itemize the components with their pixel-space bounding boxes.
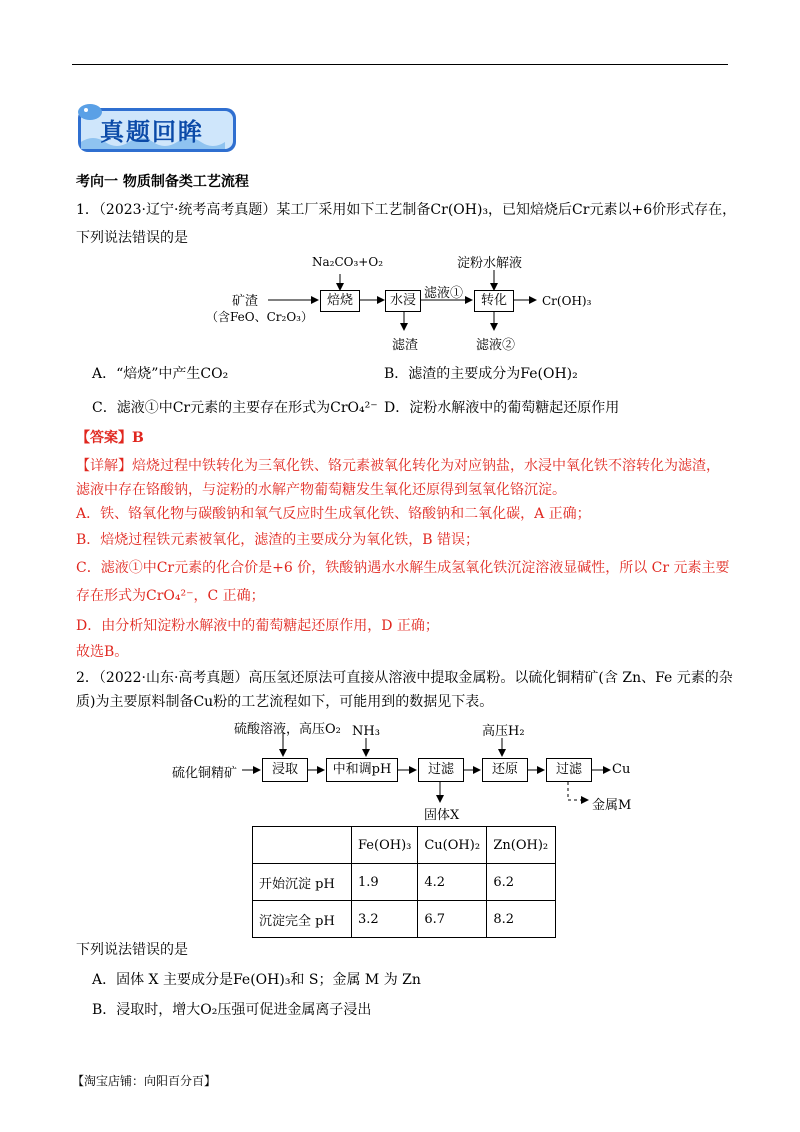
q1-residue: 滤渣: [392, 338, 419, 353]
q1-option-d: D．淀粉水解液中的葡萄糖起还原作用: [384, 400, 620, 416]
q1-answer: 【答案】B: [76, 430, 144, 446]
q1-reagent-starch: 淀粉水解液: [457, 256, 523, 271]
q2-option-b: B．浸取时，增大O₂压强可促进金属离子浸出: [92, 1002, 372, 1018]
q1-option-c: C．滤液①中Cr元素的主要存在形式为CrO₄²⁻: [92, 400, 378, 416]
q2-stem-question: 下列说法错误的是: [76, 942, 188, 958]
q2-box-filter1: 过滤: [418, 758, 464, 782]
q1-option-b: B．滤渣的主要成分为Fe(OH)₂: [384, 366, 578, 382]
q2-metal-m: 金属M: [592, 798, 632, 813]
table-header-cell: Fe(OH)₃: [352, 827, 418, 864]
q2-box-reduce: 还原: [482, 758, 528, 782]
table-cell: 6.7: [418, 901, 487, 938]
q1-box-roast: 焙烧: [320, 290, 360, 312]
q1-explanation-2: 滤液中存在铬酸钠，与淀粉的水解产物葡萄糖发生氧化还原得到氢氧化铬沉淀。: [76, 482, 566, 498]
footer-shop: 【淘宝店铺：向阳百分百】: [72, 1074, 217, 1088]
q1-filtrate2: 滤液②: [476, 338, 516, 353]
q2-stem-line2: 质)为主要原料制备Cu粉的工艺流程如下，可能用到的数据见下表。: [76, 694, 494, 710]
q2-box-neutralize: 中和调pH: [326, 758, 398, 782]
q2-product-cu: Cu: [612, 762, 631, 777]
q2-box-leach: 浸取: [262, 758, 308, 782]
table-header-row: [253, 827, 556, 864]
section-title: 考向一 物质制备类工艺流程: [76, 174, 249, 190]
table-cell: 6.2: [487, 864, 556, 901]
table-row: [253, 901, 556, 938]
table-cell: 4.2: [418, 864, 487, 901]
q1-stem-line2: 下列说法错误的是: [76, 230, 188, 246]
q2-reagent-h2: 高压H₂: [482, 724, 525, 739]
q1-explanation-b: B．焙烧过程铁元素被氧化，滤渣的主要成分为氧化铁，B 错误；: [76, 532, 480, 548]
q1-conclusion: 故选B。: [76, 644, 129, 660]
q1-explanation-a: A．铁、铬氧化物与碳酸钠和氧气反应时生成氧化铁、铬酸钠和二氧化碳，A 正确；: [76, 506, 591, 522]
q2-box-filter2: 过滤: [546, 758, 592, 782]
table-cell: 3.2: [352, 901, 418, 938]
q1-explanation-d: D．由分析知淀粉水解液中的葡萄糖起还原作用，D 正确；: [76, 618, 439, 634]
q1-explanation-c2: 存在形式为CrO₄²⁻，C 正确；: [76, 588, 265, 604]
q2-reagent-nh3: NH₃: [352, 724, 380, 739]
table-header-cell: [253, 827, 352, 864]
q1-explanation-1: 【详解】焙烧过程中铁转化为三氧化铁、铬元素被氧化转化为对应钠盐，水浸中氧化铁不溶转化为滤渣，: [76, 458, 720, 474]
q2-solid-x: 固体X: [424, 808, 460, 823]
table-cell: 开始沉淀 pH: [253, 864, 352, 901]
banner-title: 真题回眸: [100, 118, 204, 146]
header-rule: [72, 64, 728, 65]
q1-input-slag: 矿渣: [232, 294, 259, 309]
q1-filtrate1: 滤液①: [424, 286, 464, 301]
table-header-cell: Zn(OH)₂: [487, 827, 556, 864]
q1-stem-line1: 1．（2023·辽宁·统考高考真题）某工厂采用如下工艺制备Cr(OH)₃，已知焙烧后Cr元素以+6价形式存在，: [76, 202, 737, 218]
q2-input-ore: 硫化铜精矿: [172, 766, 238, 781]
q1-reagent-na2co3: Na₂CO₃+O₂: [312, 255, 383, 269]
q1-explanation-c1: C．滤液①中Cr元素的化合价是+6 价，铁酸钠遇水水解生成氢氧化铁沉淀溶液显碱性，所以 Cr 元素主要: [76, 560, 730, 576]
q1-product: Cr(OH)₃: [542, 294, 592, 308]
q1-box-convert: 转化: [474, 290, 514, 312]
q2-stem-line1: 2．（2022·山东·高考真题）高压氢还原法可直接从溶液中提取金属粉。以硫化铜精矿(含 Zn、Fe 元素的杂: [76, 670, 733, 686]
q2-reagent-acid: 硫酸溶液，高压O₂: [234, 722, 341, 737]
table-cell: 8.2: [487, 901, 556, 938]
q1-option-a: A．“焙烧”中产生CO₂: [92, 366, 229, 382]
q2-data-table: [252, 826, 556, 938]
q2-option-a: A．固体 X 主要成分是Fe(OH)₃和 S；金属 M 为 Zn: [92, 972, 421, 988]
table-cell: 1.9: [352, 864, 418, 901]
table-header-cell: Cu(OH)₂: [418, 827, 487, 864]
q1-input-composition: （含FeO、Cr₂O₃）: [206, 310, 313, 324]
q1-box-leach: 水浸: [385, 290, 421, 312]
table-cell: 沉淀完全 pH: [253, 901, 352, 938]
table-row: [253, 864, 556, 901]
